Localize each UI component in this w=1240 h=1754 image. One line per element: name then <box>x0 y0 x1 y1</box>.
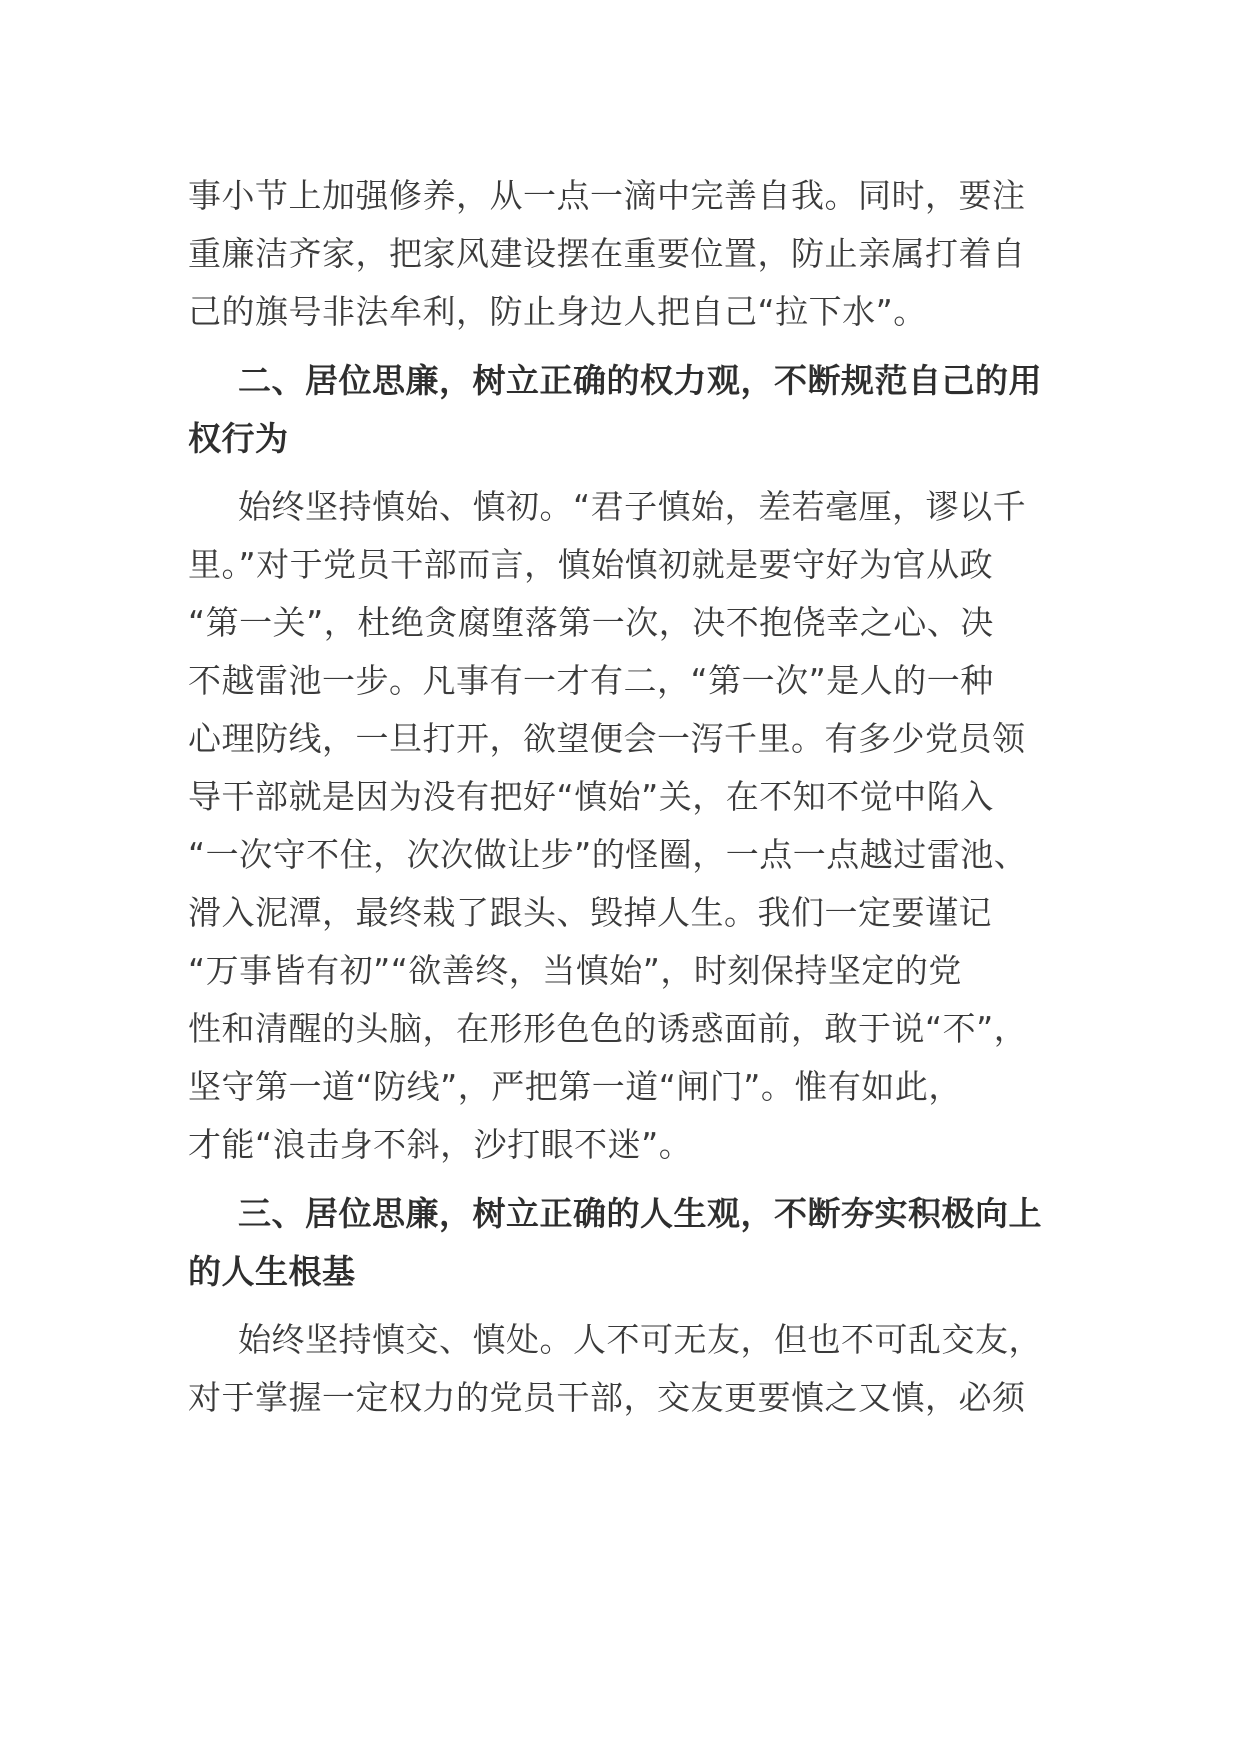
paragraph-line: 始终坚持慎交、慎处。人不可无友，但也不可乱交友， <box>238 1320 1042 1359</box>
section-heading: 的人生根基 <box>188 1252 356 1291</box>
paragraph-line: 才能“浪击身不斜，沙打眼不迷”。 <box>188 1125 693 1164</box>
paragraph-line: 不越雷池一步。凡事有一才有二，“第一次”是人的一种 <box>188 661 994 700</box>
section-heading: 权行为 <box>188 419 289 458</box>
paragraph-line: 心理防线，一旦打开，欲望便会一泻千里。有多少党员领 <box>188 719 1026 758</box>
paragraph-line: 坚守第一道“防线”，严把第一道“闸门”。惟有如此， <box>188 1067 962 1106</box>
paragraph-line: 里。”对于党员干部而言，慎始慎初就是要守好为官从政 <box>188 545 994 584</box>
paragraph-line: 重廉洁齐家，把家风建设摆在重要位置，防止亲属打着自 <box>188 234 1026 273</box>
paragraph-line: 导干部就是因为没有把好“慎始”关，在不知不觉中陷入 <box>188 777 994 816</box>
paragraph-line: “第一关”，杜绝贪腐堕落第一次，决不抱侥幸之心、决 <box>188 603 994 642</box>
paragraph-line: 己的旗号非法牟利，防止身边人把自己“拉下水”。 <box>188 292 927 331</box>
paragraph-line: “一次守不住，次次做让步”的怪圈，一点一点越过雷池、 <box>188 835 1028 874</box>
paragraph-line: 对于掌握一定权力的党员干部，交友更要慎之又慎，必须 <box>188 1378 1026 1417</box>
section-heading: 二、居位思廉，树立正确的权力观，不断规范自己的用 <box>238 361 1042 400</box>
paragraph-line: “万事皆有初”“欲善终，当慎始”，时刻保持坚定的党 <box>188 951 962 990</box>
paragraph-line: 滑入泥潭，最终栽了跟头、毁掉人生。我们一定要谨记 <box>188 893 992 932</box>
section-heading: 三、居位思廉，树立正确的人生观，不断夯实积极向上 <box>238 1194 1042 1233</box>
paragraph-line: 事小节上加强修养，从一点一滴中完善自我。同时，要注 <box>188 176 1026 215</box>
paragraph-line: 性和清醒的头脑，在形形色色的诱惑面前，敢于说“不”， <box>188 1009 1028 1048</box>
paragraph-line: 始终坚持慎始、慎初。“君子慎始，差若毫厘，谬以千 <box>238 487 1027 526</box>
